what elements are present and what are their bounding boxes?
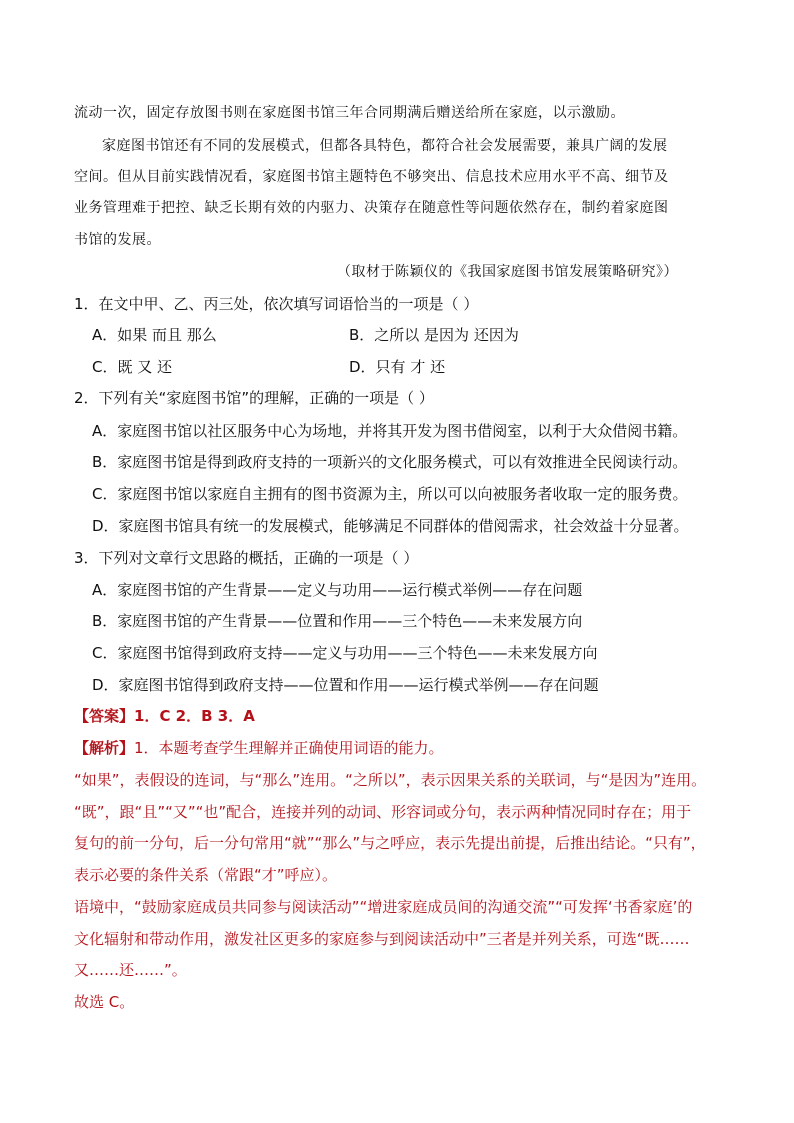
option: C．既 又 还 [92,358,173,376]
option: D．家庭图书馆具有统一的发展模式，能够满足不同群体的借阅需求，社会效益十分显著。 [92,517,689,535]
option: C．家庭图书馆以家庭自主拥有的图书资源为主，所以可以向被服务者收取一定的服务费。 [92,485,688,503]
option: A．家庭图书馆的产生背景——定义与功用——运行模式举例——存在问题 [92,581,583,599]
answer-text: 1．C 2．B 3．A [134,707,255,725]
analysis-first: 1．本题考查学生理解并正确使用词语的能力。 [134,739,444,757]
passage-line: 家庭图书馆还有不同的发展模式，但都各具特色，都符合社会发展需要，兼具广阔的发展 [102,138,668,154]
option: D．只有 才 还 [349,358,446,376]
analysis-heading [74,738,444,758]
answer-line [74,706,255,726]
analysis-line: 复句的前一分句，后一分句常用“就”“那么”与之呼应，表示先提出前提，后推出结论。“只有”， [74,834,706,852]
question-stem: 1．在文中甲、乙、丙三处，依次填写词语恰当的一项是（ ） [74,295,479,313]
option: B．家庭图书馆的产生背景——位置和作用——三个特色——未来发展方向 [92,612,583,630]
analysis-label: 【解析】 [74,739,135,757]
source-citation: （取材于陈颖仪的《我国家庭图书馆发展策略研究》） [337,264,678,280]
question-stem: 3．下列对文章行文思路的概括，正确的一项是（ ） [74,549,419,567]
analysis-line: “如果”，表假设的连词，与“那么”连用。“之所以”，表示因果关系的关联词，与“是因为”连用。 [74,771,707,789]
analysis-line: 表示必要的条件关系（常跟“才”呼应）。 [74,866,338,884]
option: A．家庭图书馆以社区服务中心为场地，并将其开发为图书借阅室，以利于大众借阅书籍。 [92,422,688,440]
analysis-line: “既”，跟“且”“又”“也”配合，连接并列的动词、形容词或分句，表示两种情况同时存在；用于 [74,803,692,821]
passage-line: 流动一次，固定存放图书则在家庭图书馆三年合同期满后赠送给所在家庭，以示激励。 [74,105,625,121]
analysis-line: 故选 C。 [74,993,135,1011]
answer-label: 【答案】 [74,707,135,725]
analysis-line: 语境中，“鼓励家庭成员共同参与阅读活动”“增进家庭成员间的沟通交流”“可发挥‘书香家庭’的 [74,898,693,916]
option: B．家庭图书馆是得到政府支持的一项新兴的文化服务模式，可以有效推进全民阅读行动。 [92,453,688,471]
analysis-line: 文化辐射和带动作用，激发社区更多的家庭参与到阅读活动中”三者是并列关系，可选“既…… [74,930,690,948]
passage-line: 书馆的发展。 [74,232,161,248]
option: A．如果 而且 那么 [92,326,217,344]
passage-line: 空间。但从目前实践情况看，家庭图书馆主题特色不够突出、信息技术应用水平不高、细节及 [74,169,669,185]
option: C．家庭图书馆得到政府支持——定义与功用——三个特色——未来发展方向 [92,644,598,662]
analysis-line: 又……还……”。 [74,961,187,979]
option: D．家庭图书馆得到政府支持——位置和作用——运行模式举例——存在问题 [92,676,599,694]
passage-line: 业务管理难于把控、缺乏长期有效的内驱力、决策存在随意性等问题依然存在，制约着家庭图 [74,200,669,216]
question-stem: 2．下列有关“家庭图书馆”的理解，正确的一项是（ ） [74,389,434,407]
option: B．之所以 是因为 还因为 [349,326,519,344]
